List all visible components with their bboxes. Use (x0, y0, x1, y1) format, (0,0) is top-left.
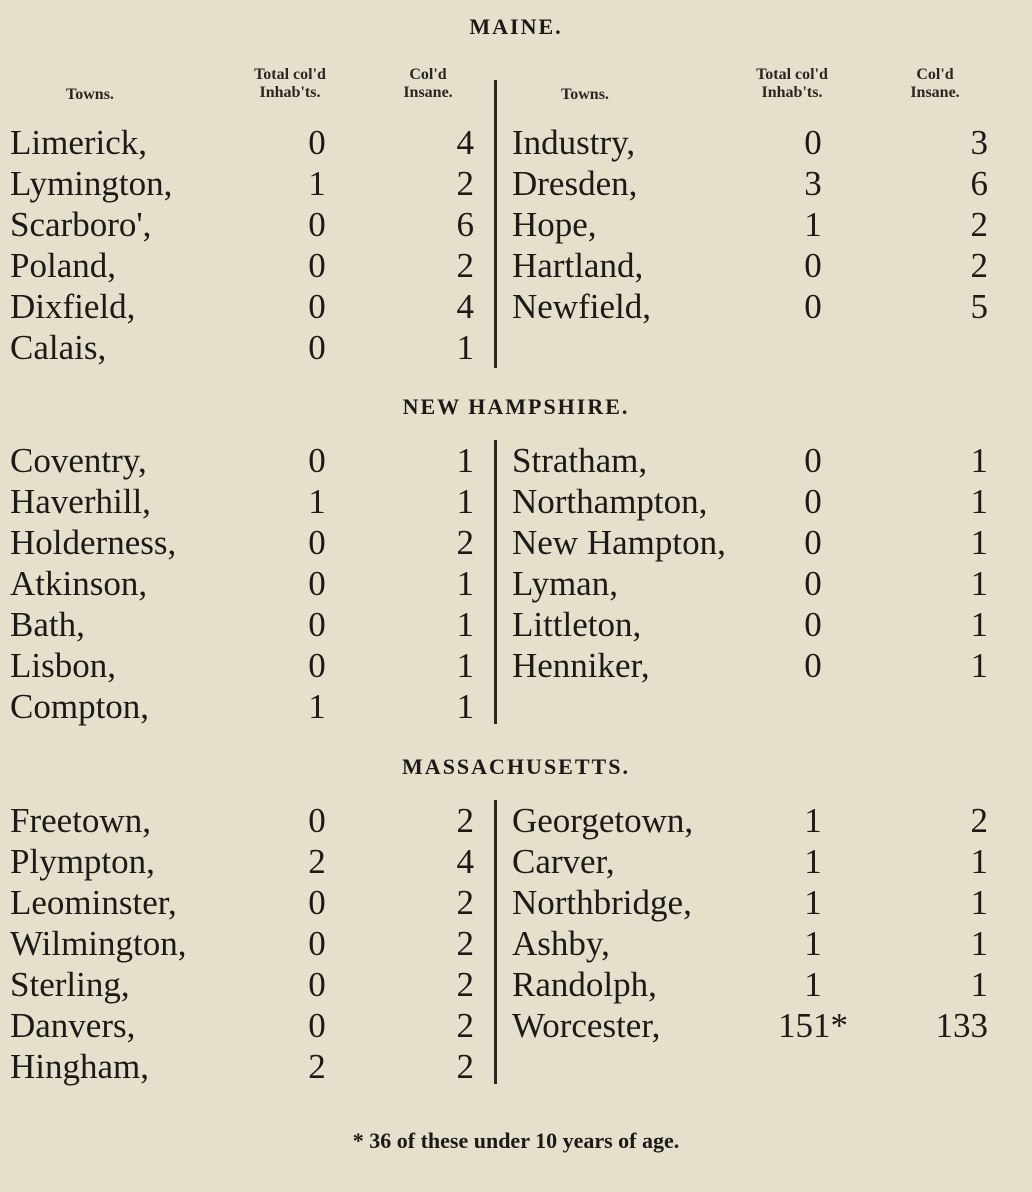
colored-insane: 2 (456, 965, 474, 1004)
header-total-left (210, 66, 370, 102)
total-colored-inhabitants: 151* (778, 1006, 848, 1045)
header-insane-line2: Insane. (403, 84, 453, 101)
table-row (0, 604, 1032, 645)
total-colored-inhabitants: 0 (308, 883, 326, 922)
header-total-right (712, 66, 872, 102)
total-colored-inhabitants: 0 (308, 924, 326, 963)
town-name: Randolph, (512, 965, 657, 1004)
table-row (0, 522, 1032, 563)
town-name: Lymington, (10, 164, 173, 203)
table-row (0, 204, 1032, 245)
total-colored-inhabitants: 0 (308, 123, 326, 162)
colored-insane: 5 (970, 287, 988, 326)
total-colored-inhabitants: 0 (804, 246, 822, 285)
table-row (0, 841, 1032, 882)
colored-insane: 2 (456, 1006, 474, 1045)
table-row (0, 481, 1032, 522)
header-insane-line1: Col'd (409, 66, 447, 83)
colored-insane: 2 (970, 801, 988, 840)
total-colored-inhabitants: 0 (308, 965, 326, 1004)
total-colored-inhabitants: 0 (804, 646, 822, 685)
total-colored-inhabitants: 3 (804, 164, 822, 203)
town-name: New Hampton, (512, 523, 726, 562)
total-colored-inhabitants: 0 (804, 605, 822, 644)
colored-insane: 1 (456, 687, 474, 726)
colored-insane: 4 (456, 842, 474, 881)
footnote: * 36 of these under 10 years of age. (352, 1128, 680, 1153)
table-row (0, 122, 1032, 163)
town-name: Lyman, (512, 564, 618, 603)
total-colored-inhabitants: 0 (308, 801, 326, 840)
colored-insane: 2 (456, 801, 474, 840)
total-colored-inhabitants: 1 (804, 924, 822, 963)
total-colored-inhabitants: 0 (308, 328, 326, 367)
table-row (0, 645, 1032, 686)
colored-insane: 1 (456, 482, 474, 521)
state-title: MASSACHUSETTS. (402, 754, 630, 779)
header-towns-left: Towns. (66, 86, 114, 103)
table-row (0, 882, 1032, 923)
colored-insane: 3 (970, 123, 988, 162)
town-name: Worcester, (512, 1006, 661, 1045)
total-colored-inhabitants: 2 (308, 1047, 326, 1086)
header-insane-right (880, 66, 990, 102)
colored-insane: 1 (970, 523, 988, 562)
town-name: Bath, (10, 605, 85, 644)
town-name: Holderness, (10, 523, 177, 562)
total-colored-inhabitants: 0 (804, 482, 822, 521)
town-name: Northampton, (512, 482, 708, 521)
colored-insane: 1 (456, 646, 474, 685)
colored-insane: 1 (970, 605, 988, 644)
town-name: Littleton, (512, 605, 642, 644)
colored-insane: 1 (970, 924, 988, 963)
town-name: Sterling, (10, 965, 130, 1004)
town-name: Danvers, (10, 1006, 136, 1045)
town-name: Atkinson, (10, 564, 148, 603)
table-row (0, 286, 1032, 327)
total-colored-inhabitants: 0 (804, 441, 822, 480)
town-name: Ashby, (512, 924, 610, 963)
header-total-line2: Inhab'ts. (259, 84, 321, 101)
total-colored-inhabitants: 1 (804, 965, 822, 1004)
colored-insane: 1 (456, 328, 474, 367)
colored-insane: 1 (970, 564, 988, 603)
town-name: Georgetown, (512, 801, 694, 840)
total-colored-inhabitants: 0 (308, 205, 326, 244)
total-colored-inhabitants: 0 (804, 123, 822, 162)
table-row (0, 327, 1032, 368)
town-name: Newfield, (512, 287, 651, 326)
table-row (0, 245, 1032, 286)
town-name: Stratham, (512, 441, 648, 480)
total-colored-inhabitants: 2 (308, 842, 326, 881)
total-colored-inhabitants: 0 (308, 1006, 326, 1045)
table-row (0, 923, 1032, 964)
total-colored-inhabitants: 1 (308, 687, 326, 726)
colored-insane: 2 (970, 205, 988, 244)
colored-insane: 1 (456, 605, 474, 644)
town-name: Plympton, (10, 842, 155, 881)
total-colored-inhabitants: 0 (308, 287, 326, 326)
town-name: Hartland, (512, 246, 644, 285)
colored-insane: 6 (970, 164, 988, 203)
colored-insane: 1 (456, 564, 474, 603)
total-colored-inhabitants: 0 (308, 441, 326, 480)
header-total-line1: Total col'd (254, 66, 326, 83)
total-colored-inhabitants: 0 (308, 246, 326, 285)
table-row (0, 440, 1032, 481)
town-name: Freetown, (10, 801, 151, 840)
town-name: Dresden, (512, 164, 638, 203)
colored-insane: 6 (456, 205, 474, 244)
town-name: Compton, (10, 687, 150, 726)
total-colored-inhabitants: 0 (308, 605, 326, 644)
total-colored-inhabitants: 0 (804, 523, 822, 562)
header-towns-right: Towns. (561, 86, 609, 103)
total-colored-inhabitants: 1 (308, 482, 326, 521)
colored-insane: 2 (456, 883, 474, 922)
header-total-line2: Inhab'ts. (761, 84, 823, 101)
colored-insane: 1 (970, 482, 988, 521)
colored-insane: 1 (970, 883, 988, 922)
total-colored-inhabitants: 1 (804, 883, 822, 922)
town-name: Carver, (512, 842, 615, 881)
table-row (0, 964, 1032, 1005)
colored-insane: 1 (456, 441, 474, 480)
town-name: Scarboro', (10, 205, 152, 244)
town-name: Northbridge, (512, 883, 692, 922)
town-name: Hingham, (10, 1047, 150, 1086)
total-colored-inhabitants: 1 (308, 164, 326, 203)
colored-insane: 2 (456, 924, 474, 963)
town-name: Haverhill, (10, 482, 151, 521)
town-name: Coventry, (10, 441, 147, 480)
colored-insane: 2 (456, 523, 474, 562)
town-name: Industry, (512, 123, 636, 162)
total-colored-inhabitants: 0 (804, 564, 822, 603)
colored-insane: 133 (935, 1006, 988, 1045)
colored-insane: 1 (970, 965, 988, 1004)
colored-insane: 2 (970, 246, 988, 285)
colored-insane: 2 (456, 1047, 474, 1086)
table-row (0, 800, 1032, 841)
colored-insane: 2 (456, 164, 474, 203)
total-colored-inhabitants: 0 (308, 646, 326, 685)
town-name: Wilmington, (10, 924, 187, 963)
header-insane-line2: Insane. (910, 84, 960, 101)
colored-insane: 1 (970, 646, 988, 685)
total-colored-inhabitants: 0 (804, 287, 822, 326)
table-row (0, 163, 1032, 204)
state-title: NEW HAMPSHIRE. (402, 394, 630, 419)
colored-insane: 4 (456, 287, 474, 326)
town-name: Limerick, (10, 123, 148, 162)
colored-insane: 4 (456, 123, 474, 162)
state-title: MAINE. (469, 14, 563, 39)
town-name: Lisbon, (10, 646, 116, 685)
town-name: Calais, (10, 328, 107, 367)
table-row (0, 1005, 1032, 1046)
town-name: Hope, (512, 205, 597, 244)
table-row (0, 563, 1032, 604)
town-name: Poland, (10, 246, 116, 285)
total-colored-inhabitants: 1 (804, 205, 822, 244)
town-name: Dixfield, (10, 287, 136, 326)
colored-insane: 1 (970, 441, 988, 480)
header-insane-left (378, 66, 478, 102)
colored-insane: 2 (456, 246, 474, 285)
table-row (0, 1046, 1032, 1087)
colored-insane: 1 (970, 842, 988, 881)
town-name: Henniker, (512, 646, 650, 685)
header-insane-line1: Col'd (916, 66, 954, 83)
total-colored-inhabitants: 0 (308, 564, 326, 603)
total-colored-inhabitants: 1 (804, 801, 822, 840)
header-total-line1: Total col'd (756, 66, 828, 83)
town-name: Leominster, (10, 883, 177, 922)
table-row (0, 686, 1032, 727)
total-colored-inhabitants: 1 (804, 842, 822, 881)
total-colored-inhabitants: 0 (308, 523, 326, 562)
